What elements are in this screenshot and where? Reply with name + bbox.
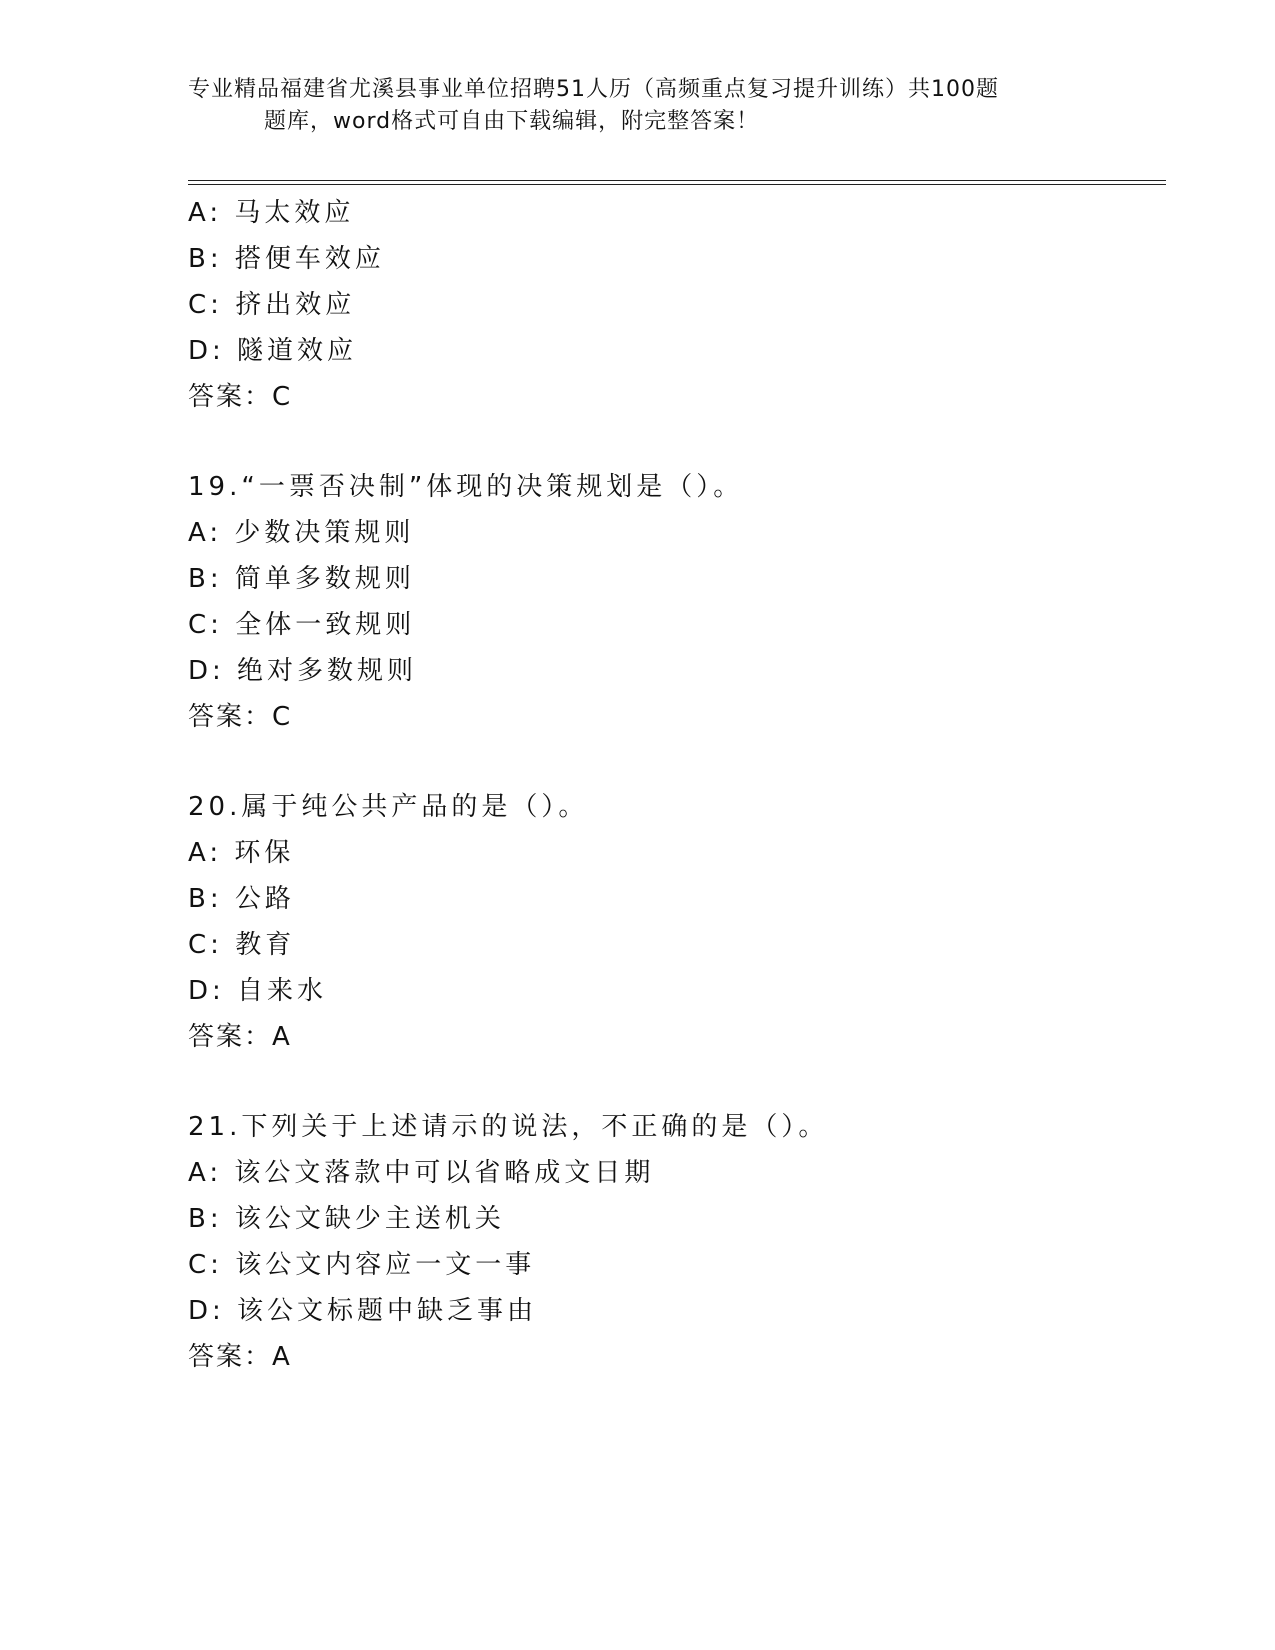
header-line-2: 题库，word格式可自由下载编辑，附完整答案！ (264, 109, 760, 134)
option-a: A: 马太效应 (188, 198, 355, 228)
option-b: B: 公路 (188, 884, 295, 914)
header-rule-bottom (188, 184, 1166, 185)
option-a: A: 环保 (188, 838, 295, 868)
option-d: D: 绝对多数规则 (188, 656, 418, 686)
option-d: D: 自来水 (188, 976, 328, 1006)
question-stem: 20.属于纯公共产品的是（）。 (188, 792, 589, 822)
option-d: D: 该公文标题中缺乏事由 (188, 1296, 538, 1326)
option-b: B: 搭便车效应 (188, 244, 385, 274)
option-c: C: 教育 (188, 930, 296, 960)
option-b: B: 该公文缺少主送机关 (188, 1204, 505, 1234)
question-stem: 19.“一票否决制”体现的决策规划是（）。 (188, 472, 744, 502)
question-21 (188, 1104, 1166, 1380)
answer: 答案：A (188, 1342, 292, 1372)
answer: 答案：C (188, 382, 293, 412)
header-line-1: 专业精品福建省尤溪县事业单位招聘51人历（高频重点复习提升训练）共100题 (188, 77, 999, 102)
answer: 答案：C (188, 702, 293, 732)
option-c: C: 挤出效应 (188, 290, 356, 320)
question-stem: 21.下列关于上述请示的说法，不正确的是（）。 (188, 1112, 829, 1142)
option-a: A: 少数决策规则 (188, 518, 415, 548)
option-c: C: 该公文内容应一文一事 (188, 1250, 536, 1280)
document-header (188, 74, 1088, 138)
option-b: B: 简单多数规则 (188, 564, 415, 594)
answer: 答案：A (188, 1022, 292, 1052)
option-a: A: 该公文落款中可以省略成文日期 (188, 1158, 655, 1188)
option-d: D: 隧道效应 (188, 336, 358, 366)
question-18-continued (188, 190, 1166, 420)
question-20 (188, 784, 1166, 1060)
option-c: C: 全体一致规则 (188, 610, 416, 640)
question-list (188, 190, 1166, 1380)
question-19 (188, 464, 1166, 740)
header-rule-top (188, 180, 1166, 181)
